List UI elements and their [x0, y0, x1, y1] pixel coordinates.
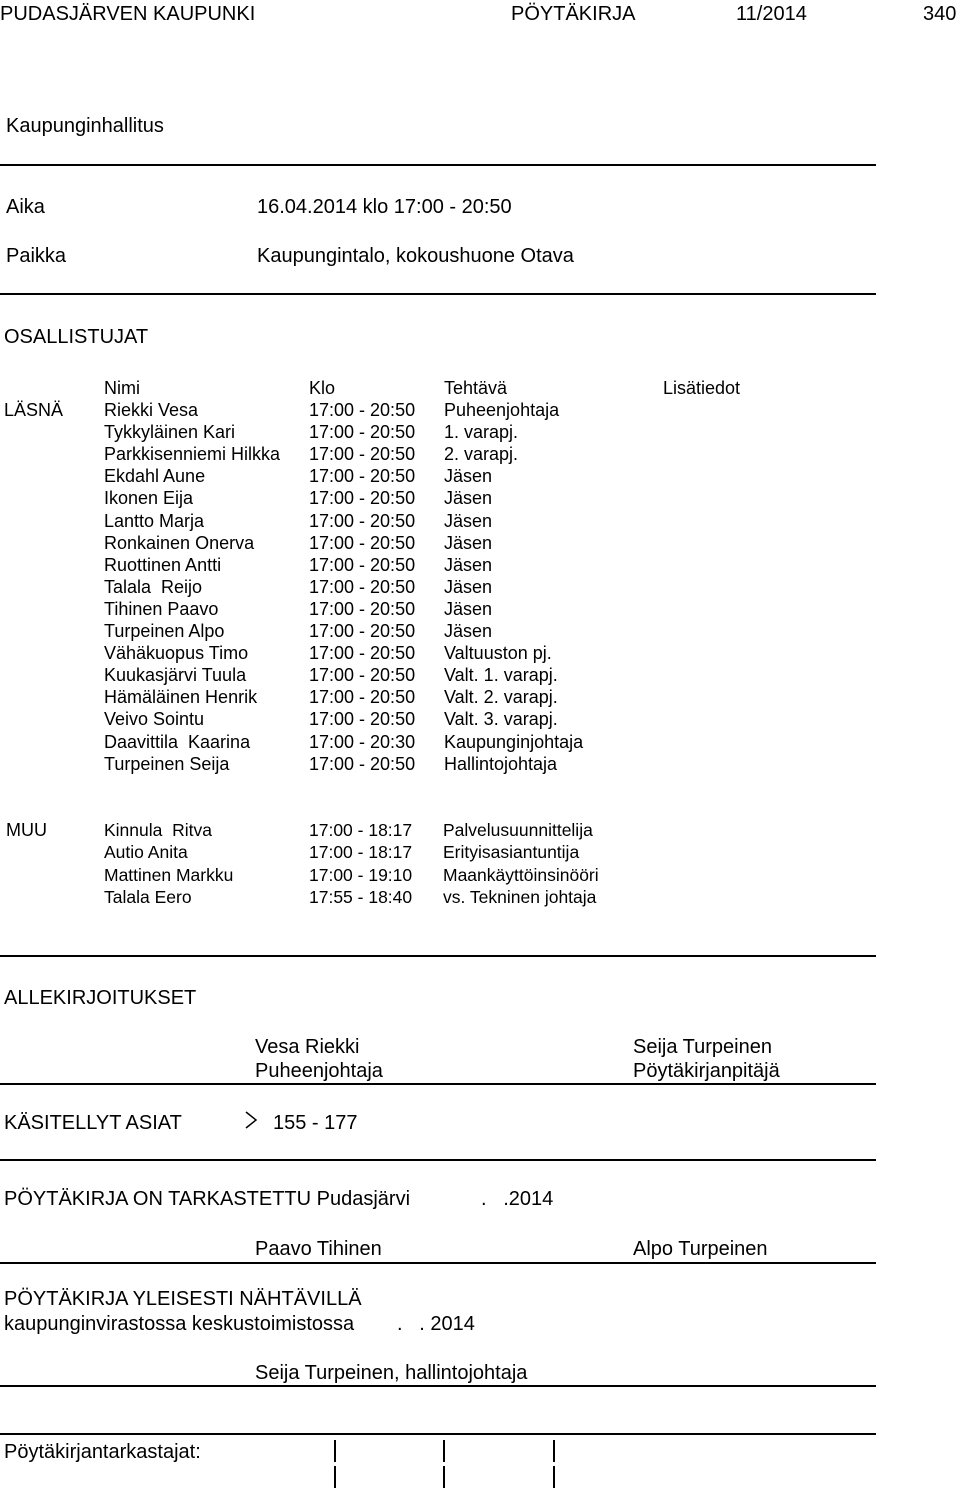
- participant-time: 17:00 - 20:50: [309, 554, 416, 575]
- divider: [0, 1159, 876, 1161]
- divider: [0, 1262, 876, 1264]
- time-value: 16.04.2014 klo 17:00 - 20:50: [257, 196, 512, 218]
- participant-role: Valt. 2. varapj.: [444, 687, 558, 708]
- participant-name: Lantto Marja: [104, 510, 205, 531]
- participant-time: 17:00 - 20:50: [309, 488, 416, 509]
- participant-time: 17:00 - 20:50: [309, 444, 416, 465]
- participant-role: Palvelusuunnittelija: [443, 820, 593, 840]
- divider: [0, 1385, 876, 1387]
- participant-role: 2. varapj.: [444, 444, 519, 465]
- participant-time: 17:00 - 20:50: [309, 422, 416, 443]
- place-value: Kaupungintalo, kokoushuone Otava: [257, 245, 574, 267]
- participant-role: Jäsen: [444, 532, 493, 553]
- participant-time: 17:55 - 18:40: [309, 886, 413, 907]
- participant-name: Talala Eero: [104, 886, 192, 907]
- public-location: kaupunginvirastossa keskustoimistossa: [4, 1313, 355, 1335]
- participant-role: Jäsen: [444, 621, 493, 641]
- participant-name: Ikonen Eija: [104, 488, 194, 509]
- participant-time: 17:00 - 20:50: [309, 466, 416, 487]
- divider: [0, 164, 876, 166]
- public-date: . . 2014: [397, 1313, 475, 1335]
- participant-time: 17:00 - 18:17: [309, 820, 413, 840]
- signature-field-divider: [443, 1466, 445, 1488]
- participant-role: Jäsen: [444, 488, 493, 509]
- participant-name: Ekdahl Aune: [104, 466, 206, 487]
- participant-name: Mattinen Markku: [104, 864, 234, 885]
- column-header-name: Nimi: [104, 378, 140, 398]
- participant-name: Tykkyläinen Kari: [104, 422, 236, 443]
- header-doc-type: PÖYTÄKIRJA: [511, 3, 636, 25]
- chair-name: Vesa Riekki: [255, 1036, 360, 1058]
- participant-name: Veivo Sointu: [104, 709, 205, 730]
- participant-role: Erityisasiantuntija: [443, 842, 580, 863]
- time-label: Aika: [6, 196, 45, 218]
- participant-time: 17:00 - 20:50: [309, 753, 416, 774]
- secretary-name: Seija Turpeinen: [633, 1036, 772, 1058]
- participant-name: Ronkainen Onerva: [104, 532, 255, 553]
- place-label: Paikka: [6, 245, 67, 267]
- reviewers-label: Pöytäkirjantarkastajat:: [4, 1441, 201, 1463]
- participants-heading: OSALLISTUJAT: [4, 326, 149, 348]
- participant-time: 17:00 - 20:50: [309, 510, 416, 531]
- participant-time: 17:00 - 20:50: [309, 576, 416, 597]
- participant-role: Valtuuston pj.: [444, 643, 552, 664]
- participant-time: 17:00 - 20:50: [309, 643, 416, 664]
- divider: [0, 1083, 876, 1085]
- chair-title: Puheenjohtaja: [255, 1060, 383, 1082]
- participant-role: vs. Tekninen johtaja: [443, 886, 597, 907]
- participant-role: Jäsen: [444, 576, 493, 597]
- public-label: PÖYTÄKIRJA YLEISESTI NÄHTÄVILLÄ: [4, 1288, 362, 1310]
- participant-role: Valt. 3. varapj.: [444, 709, 558, 730]
- divider: [0, 1433, 876, 1435]
- participant-role: Hallintojohtaja: [444, 753, 558, 774]
- other-label: MUU: [6, 820, 47, 840]
- participant-name: Daavittila Kaarina: [104, 731, 251, 752]
- divider: [0, 293, 876, 295]
- participant-name: Talala Reijo: [104, 576, 203, 597]
- participant-time: 17:00 - 20:50: [309, 400, 416, 420]
- participant-time: 17:00 - 20:30: [309, 731, 416, 752]
- participant-name: Turpeinen Alpo: [104, 621, 225, 641]
- participant-name: Riekki Vesa: [104, 400, 199, 420]
- participant-role: Puheenjohtaja: [444, 400, 560, 420]
- participant-name: Autio Anita: [104, 842, 188, 863]
- present-label: LÄSNÄ: [4, 400, 64, 420]
- public-signer: Seija Turpeinen, hallintojohtaja: [255, 1362, 528, 1384]
- items-range: 155 - 177: [273, 1112, 358, 1134]
- divider: [0, 955, 876, 957]
- participant-role: Kaupunginjohtaja: [444, 731, 584, 752]
- items-label: KÄSITELLYT ASIAT: [4, 1112, 182, 1134]
- participant-name: Ruottinen Antti: [104, 554, 222, 575]
- review-date: . .2014: [481, 1188, 554, 1210]
- participant-time: 17:00 - 20:50: [309, 665, 416, 686]
- participant-name: Tihinen Paavo: [104, 598, 219, 619]
- signature-field-divider: [553, 1466, 555, 1488]
- participant-time: 17:00 - 19:10: [309, 864, 413, 885]
- participant-time: 17:00 - 20:50: [309, 598, 416, 619]
- participant-name: Parkkisenniemi Hilkka: [104, 444, 281, 465]
- review-label: PÖYTÄKIRJA ON TARKASTETTU Pudasjärvi: [4, 1188, 411, 1210]
- participant-name: Kuukasjärvi Tuula: [104, 665, 247, 686]
- paragraph-sign-icon: [244, 1108, 258, 1132]
- signature-field-divider: [334, 1440, 336, 1462]
- signatures-heading: ALLEKIRJOITUKSET: [4, 987, 197, 1009]
- signature-field-divider: [443, 1440, 445, 1462]
- participant-time: 17:00 - 18:17: [309, 842, 413, 863]
- participant-time: 17:00 - 20:50: [309, 687, 416, 708]
- participant-name: Vähäkuopus Timo: [104, 643, 249, 664]
- participant-name: Kinnula Ritva: [104, 820, 212, 840]
- header-page-number: 340: [923, 3, 957, 25]
- participant-role: 1. varapj.: [444, 422, 519, 443]
- column-header-time: Klo: [309, 378, 336, 398]
- participant-role: Jäsen: [444, 554, 493, 575]
- participant-role: Maankäyttöinsinööri: [443, 864, 599, 885]
- reviewer-2: Alpo Turpeinen: [633, 1238, 768, 1260]
- header-number: 11/2014: [736, 3, 807, 25]
- reviewer-1: Paavo Tihinen: [255, 1238, 382, 1260]
- column-header-extra: Lisätiedot: [663, 378, 741, 398]
- participant-time: 17:00 - 20:50: [309, 532, 416, 553]
- participant-time: 17:00 - 20:50: [309, 709, 416, 730]
- participant-name: Turpeinen Seija: [104, 753, 230, 774]
- secretary-title: Pöytäkirjanpitäjä: [633, 1060, 780, 1082]
- participant-role: Jäsen: [444, 510, 493, 531]
- body-name: Kaupunginhallitus: [6, 115, 164, 137]
- header-org: PUDASJÄRVEN KAUPUNKI: [0, 3, 256, 25]
- column-header-role: Tehtävä: [444, 378, 508, 398]
- participant-role: Jäsen: [444, 598, 493, 619]
- participant-time: 17:00 - 20:50: [309, 621, 416, 641]
- signature-field-divider: [553, 1440, 555, 1462]
- participant-role: Jäsen: [444, 466, 493, 487]
- participant-role: Valt. 1. varapj.: [444, 665, 558, 686]
- signature-field-divider: [334, 1466, 336, 1488]
- participant-name: Hämäläinen Henrik: [104, 687, 258, 708]
